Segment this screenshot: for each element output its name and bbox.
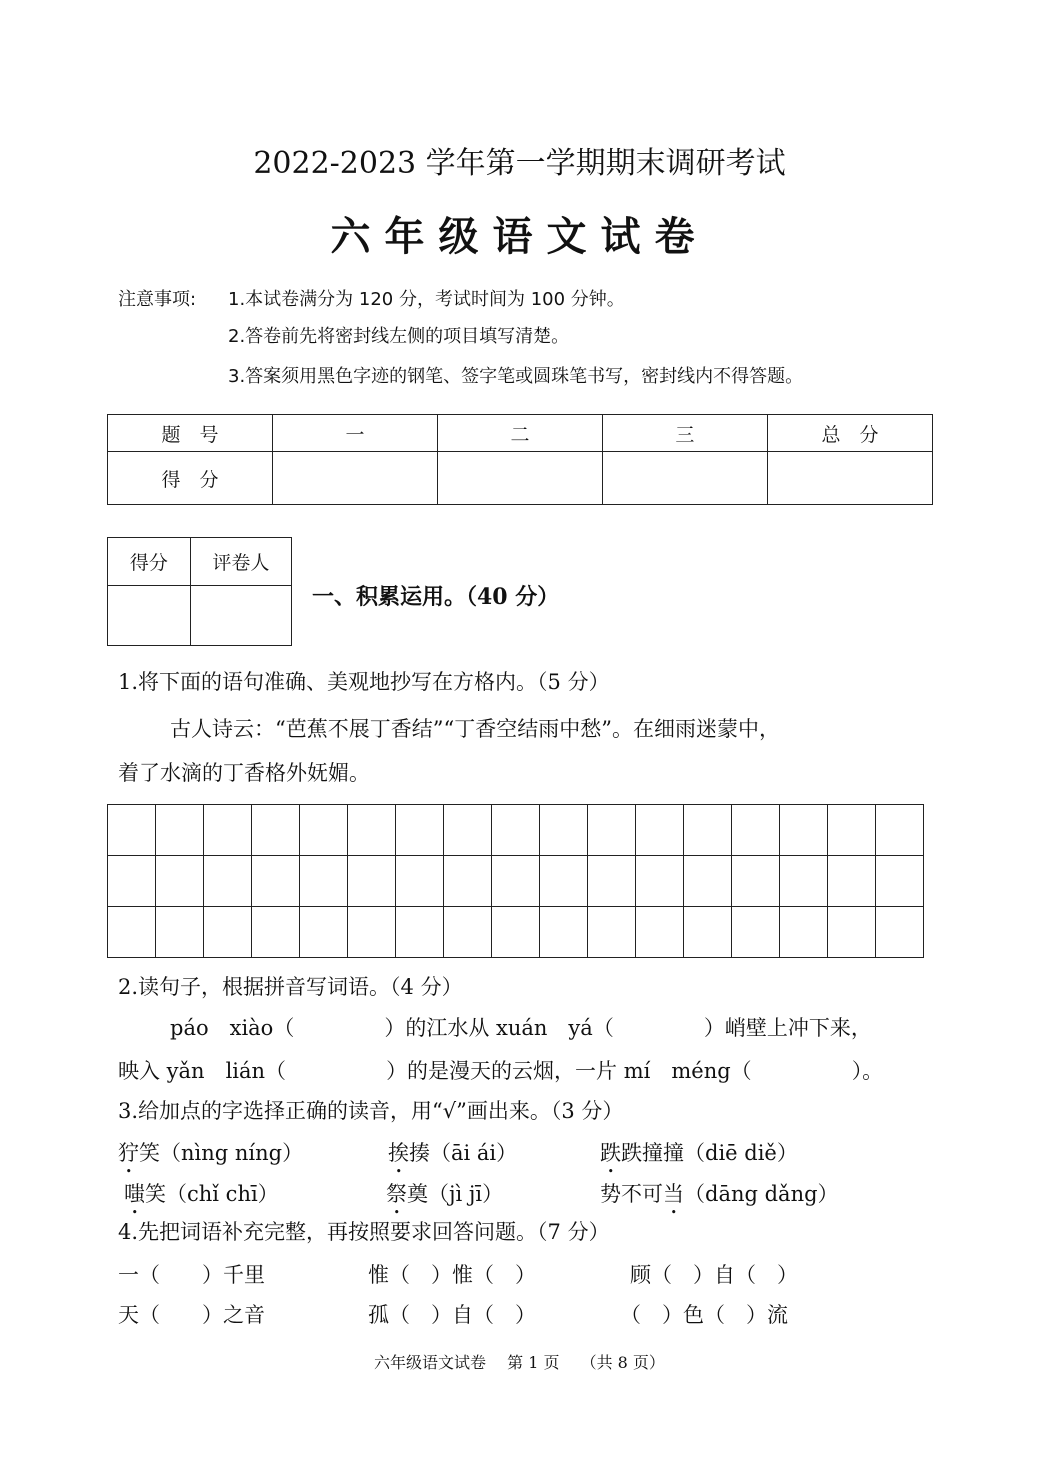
grid-cell[interactable] [252, 805, 300, 856]
score-header: 总 分 [767, 415, 932, 452]
note-item: 2.答卷前先将密封线左侧的项目填写清楚。 [228, 326, 570, 347]
grid-cell[interactable] [780, 907, 828, 958]
exam-subtitle: 六年级语文试卷 [330, 214, 709, 260]
grader-cell [108, 586, 191, 646]
q4-item: 一（ ）千里 [118, 1263, 265, 1287]
grid-cell[interactable] [636, 856, 684, 907]
grid-cell[interactable] [540, 805, 588, 856]
grid-cell[interactable] [540, 907, 588, 958]
grid-cell[interactable] [300, 805, 348, 856]
grid-cell[interactable] [876, 907, 924, 958]
q3-title: 3.给加点的字选择正确的读音，用“√”画出来。（3 分） [118, 1099, 624, 1123]
grid-cell[interactable] [732, 856, 780, 907]
grid-cell[interactable] [300, 856, 348, 907]
grid-cell[interactable] [396, 856, 444, 907]
grader-cell [190, 586, 291, 646]
grid-cell[interactable] [828, 805, 876, 856]
note-item: 3.答案须用黑色字迹的钢笔、签字笔或圆珠笔书写，密封线内不得答题。 [228, 366, 804, 387]
grid-cell[interactable] [252, 856, 300, 907]
grid-cell[interactable] [204, 907, 252, 958]
writing-grid [107, 804, 924, 958]
grid-cell[interactable] [588, 805, 636, 856]
note-item: 1.本试卷满分为 120 分，考试时间为 100 分钟。 [228, 289, 625, 310]
q2-text: páo xiào（ [170, 1016, 295, 1040]
q4-item: 惟（ ）惟（ ） [368, 1263, 536, 1287]
score-header: 一 [273, 415, 438, 452]
grid-cell[interactable] [204, 856, 252, 907]
grader-header: 得分 [108, 538, 191, 586]
grid-cell[interactable] [828, 907, 876, 958]
grid-cell[interactable] [396, 907, 444, 958]
q2-line [170, 1012, 872, 1042]
notes-label: 注意事项: [118, 289, 197, 310]
grid-cell[interactable] [684, 805, 732, 856]
grader-header: 评卷人 [190, 538, 291, 586]
grid-cell[interactable] [636, 907, 684, 958]
score-cell [602, 452, 767, 505]
grid-cell[interactable] [732, 907, 780, 958]
dotted-char: 跌 [600, 1141, 621, 1165]
q3-item [124, 1178, 279, 1219]
grid-cell[interactable] [876, 856, 924, 907]
q2-text: ）的江水从 xuán yá（ [384, 1016, 614, 1040]
score-cell [767, 452, 932, 505]
grid-cell[interactable] [300, 907, 348, 958]
q4-title: 4.先把词语补充完整，再按照要求回答问题。（7 分） [118, 1220, 610, 1244]
grid-cell[interactable] [588, 907, 636, 958]
exam-title: 2022-2023 学年第一学期期末调研考试 [253, 146, 786, 181]
score-cell [273, 452, 438, 505]
grid-cell[interactable] [540, 856, 588, 907]
grid-cell[interactable] [588, 856, 636, 907]
grid-cell[interactable] [108, 805, 156, 856]
q3-item [600, 1178, 839, 1219]
q3-item [386, 1178, 503, 1219]
dotted-char: 祭 [386, 1182, 407, 1206]
grid-cell[interactable] [780, 856, 828, 907]
grid-cell[interactable] [348, 856, 396, 907]
grid-cell[interactable] [684, 856, 732, 907]
q4-item: 顾（ ）自（ ） [630, 1263, 798, 1287]
q3-text: 笑（nìng níng） [139, 1141, 304, 1165]
score-header: 三 [602, 415, 767, 452]
grid-cell[interactable] [492, 805, 540, 856]
grid-cell[interactable] [396, 805, 444, 856]
q3-item [388, 1137, 517, 1178]
q2-line [118, 1055, 883, 1085]
dotted-char: 当 [663, 1182, 684, 1206]
score-header: 题 号 [108, 415, 273, 452]
grid-cell[interactable] [732, 805, 780, 856]
grid-cell[interactable] [156, 907, 204, 958]
grid-cell[interactable] [636, 805, 684, 856]
grid-cell[interactable] [108, 856, 156, 907]
section-title: 一、积累运用。（40 分） [312, 584, 560, 610]
grid-cell[interactable] [204, 805, 252, 856]
q2-title: 2.读句子，根据拼音写词语。（4 分） [118, 975, 463, 999]
grid-cell[interactable] [348, 907, 396, 958]
q3-item [600, 1137, 798, 1178]
grid-cell[interactable] [780, 805, 828, 856]
score-table [107, 414, 933, 505]
grid-cell[interactable] [444, 805, 492, 856]
q2-text: 映入 yǎn lián（ [118, 1059, 287, 1083]
q4-item: 天（ ）之音 [118, 1303, 265, 1327]
grid-cell[interactable] [444, 856, 492, 907]
dotted-char: 挨 [388, 1141, 409, 1165]
q3-text: （dāng dǎng） [684, 1182, 839, 1206]
q1-text: 古人诗云：“芭蕉不展丁香结”“丁香空结雨中愁”。在细雨迷蒙中， [170, 717, 780, 741]
grid-cell[interactable] [156, 805, 204, 856]
page-footer: 六年级语文试卷 第 1 页 （共 8 页） [374, 1353, 665, 1372]
grid-cell[interactable] [348, 805, 396, 856]
grid-cell[interactable] [684, 907, 732, 958]
q2-text: ）。 [851, 1059, 884, 1083]
grid-cell[interactable] [492, 856, 540, 907]
grid-cell[interactable] [876, 805, 924, 856]
grid-cell[interactable] [252, 907, 300, 958]
q1-title: 1.将下面的语句准确、美观地抄写在方格内。（5 分） [118, 670, 610, 694]
dotted-char: 狞 [118, 1141, 139, 1165]
grader-table [107, 537, 292, 646]
grid-cell[interactable] [156, 856, 204, 907]
q2-text: ）峭壁上冲下来， [703, 1016, 872, 1040]
q3-text: 势不可 [600, 1182, 663, 1206]
grid-cell[interactable] [492, 907, 540, 958]
grid-cell[interactable] [444, 907, 492, 958]
q3-text: 揍（āi ái） [409, 1141, 518, 1165]
dotted-char: 嗤 [124, 1182, 145, 1206]
q3-text: 奠（jì jī） [407, 1182, 504, 1206]
score-row-label: 得 分 [108, 452, 273, 505]
grid-cell[interactable] [108, 907, 156, 958]
q2-text: ）的是漫天的云烟，一片 mí méng（ [386, 1059, 752, 1083]
q3-item [118, 1137, 303, 1178]
q4-item: （ ）色（ ）流 [620, 1303, 788, 1327]
grid-cell[interactable] [828, 856, 876, 907]
score-cell [438, 452, 603, 505]
q4-item: 孤（ ）自（ ） [368, 1303, 536, 1327]
score-header: 二 [438, 415, 603, 452]
q3-text: 跌撞撞（diē diě） [621, 1141, 798, 1165]
q1-text: 着了水滴的丁香格外妩媚。 [118, 761, 370, 785]
q3-text: 笑（chǐ chī） [145, 1182, 279, 1206]
